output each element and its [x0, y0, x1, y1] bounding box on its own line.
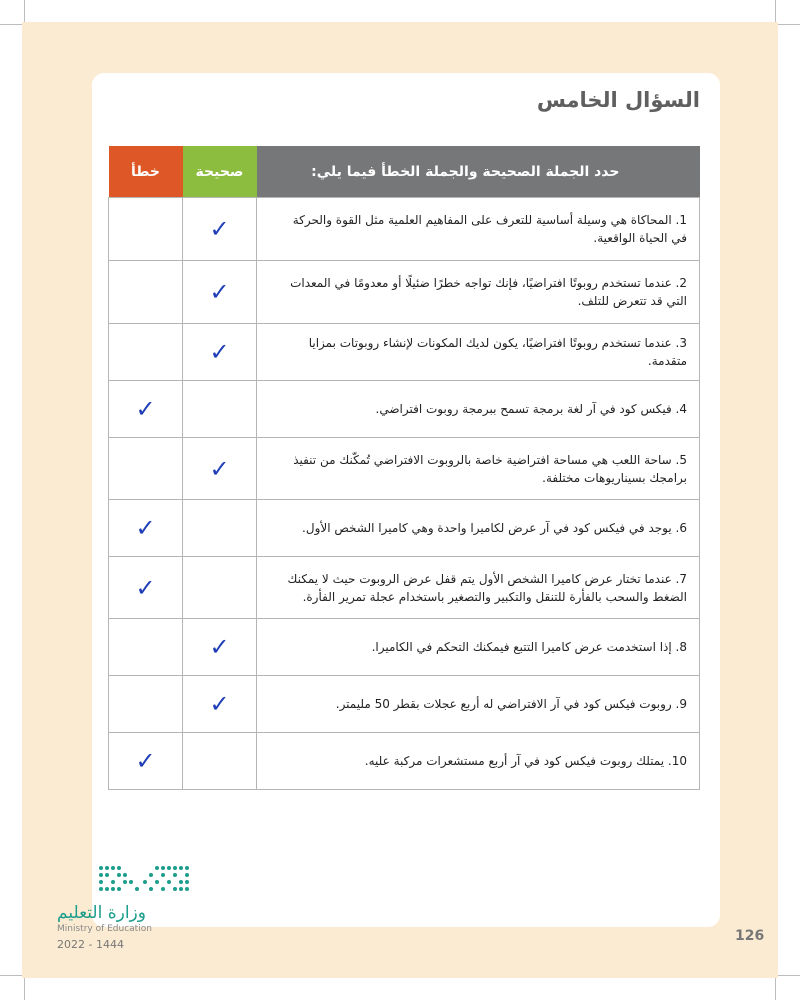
question-heading: السؤال الخامس [536, 88, 700, 112]
correct-cell [183, 438, 257, 500]
crop-mark [0, 24, 22, 25]
checkmark-icon: ✓ [209, 454, 230, 483]
crop-mark [24, 0, 25, 22]
crop-mark [778, 24, 800, 25]
table-row [109, 324, 700, 381]
checkmark-icon: ✓ [135, 747, 156, 775]
wrong-cell [109, 733, 183, 790]
ministry-name-english: Ministry of Education [57, 924, 152, 934]
checkmark-icon: ✓ [209, 278, 230, 306]
correct-cell [183, 676, 257, 733]
table-row [109, 381, 700, 438]
table-row [109, 261, 700, 324]
correct-column-header: صحيحة [183, 146, 257, 198]
statement-cell: 9. روبوت فيكس كود في آر الافتراضي له أربع عجلات بقطر 50 مليمتر. [257, 676, 700, 733]
statement-cell: 8. إذا استخدمت عرض كاميرا التتبع فيمكنك التحكم في الكاميرا. [257, 619, 700, 676]
wrong-cell [109, 198, 183, 261]
wrong-column-header: خطأ [109, 146, 183, 198]
statement-cell: 10. يمتلك روبوت فيكس كود في آر أربع مستشعرات مركبة عليه. [257, 733, 700, 790]
wrong-cell [109, 381, 183, 438]
correct-cell [183, 261, 257, 324]
correct-cell [183, 733, 257, 790]
statement-cell: 3. عندما تستخدم روبوتًا افتراضيًا، يكون لديك المكونات لإنشاء روبوتات بمزايا متقدمة. [257, 324, 700, 381]
correct-cell [183, 557, 257, 619]
correct-cell [183, 500, 257, 557]
page-number: 126 [735, 928, 765, 944]
checkmark-icon: ✓ [135, 514, 156, 542]
statement-cell: 4. فيكس كود في آر لغة برمجة تسمح ببرمجة روبوت افتراضي. [257, 381, 700, 438]
wrong-cell [109, 557, 183, 619]
statement-cell: 5. ساحة اللعب هي مساحة افتراضية خاصة بالروبوت الافتراضي تُمكّنك من تنفيذ برامجك بسيناريوهات مختلفة. [257, 438, 700, 500]
statement-cell: 7. عندما تختار عرض كاميرا الشخص الأول يتم قفل عرض الروبوت حيث لا يمكنك الضغط والسحب بالفأرة للتنقل والتكبير والتصغير باستخدام عجلة تمرير الفأرة. [257, 557, 700, 619]
correct-cell [183, 619, 257, 676]
wrong-cell [109, 619, 183, 676]
crop-mark [775, 978, 776, 1000]
correct-cell [183, 198, 257, 261]
checkmark-icon: ✓ [209, 633, 230, 661]
ministry-name-arabic: وزارة التعليم [57, 903, 146, 923]
logo-dots-icon [57, 862, 197, 898]
crop-mark [24, 978, 25, 1000]
table-row [109, 198, 700, 261]
wrong-cell [109, 324, 183, 381]
checkmark-icon: ✓ [209, 690, 230, 718]
crop-mark [775, 0, 776, 22]
correct-cell [183, 324, 257, 381]
table-row [109, 557, 700, 619]
checkmark-icon: ✓ [209, 215, 230, 243]
table-row [109, 438, 700, 500]
statement-column-header: حدد الجملة الصحيحة والجملة الخطأ فيما يلي: [257, 146, 700, 198]
correct-cell [183, 381, 257, 438]
checkmark-icon: ✓ [135, 573, 156, 602]
wrong-cell [109, 676, 183, 733]
wrong-cell [109, 261, 183, 324]
table-row [109, 619, 700, 676]
statement-cell: 2. عندما تستخدم روبوتًا افتراضيًا، فإنك تواجه خطرًا ضئيلًا أو معدومًا في المعدات التي قد تتعرض للتلف. [257, 261, 700, 324]
table-row [109, 676, 700, 733]
statement-cell: 6. يوجد في فيكس كود في آر عرض لكاميرا واحدة وهي كاميرا الشخص الأول. [257, 500, 700, 557]
wrong-cell [109, 438, 183, 500]
table-header-row [109, 146, 700, 198]
table-body [109, 198, 700, 790]
wrong-cell [109, 500, 183, 557]
ministry-logo [57, 862, 197, 898]
checkmark-icon: ✓ [209, 338, 230, 366]
checkmark-icon: ✓ [135, 395, 156, 423]
table-row [109, 500, 700, 557]
table-row [109, 733, 700, 790]
edition-year: 2022 - 1444 [57, 938, 124, 951]
crop-mark [0, 975, 22, 976]
crop-mark [778, 975, 800, 976]
true-false-table [108, 146, 700, 790]
statement-cell: 1. المحاكاة هي وسيلة أساسية للتعرف على المفاهيم العلمية مثل القوة والحركة في الحياة الواقعية. [257, 198, 700, 261]
